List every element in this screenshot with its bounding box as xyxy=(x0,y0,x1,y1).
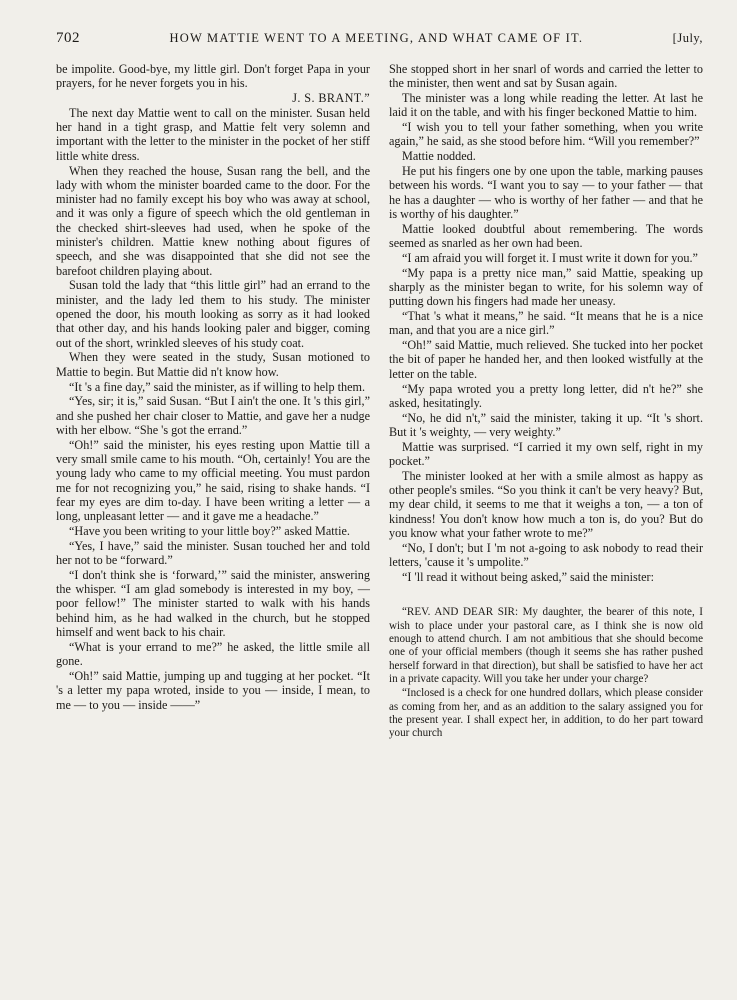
paragraph: When they were seated in the study, Susan motioned to Mattie to begin. But Mattie did n't know how. xyxy=(56,350,370,379)
paragraph: “My papa wroted you a pretty long letter, did n't he?” she asked, hesitatingly. xyxy=(389,381,703,410)
paragraph: “That 's what it means,” he said. “It means that he is a nice man, and that you are a nice girl.” xyxy=(389,309,703,338)
paragraph: The next day Mattie went to call on the minister. Susan held her hand in a tight grasp, and Mattie felt very solemn and important with the letter to the minister in the pocket of her stiff little white dress. xyxy=(56,105,370,163)
paragraph: She stopped short in her snarl of words and carried the letter to the minister, then went and sat by Susan again. xyxy=(389,62,703,91)
letter-paragraph: “Inclosed is a check for one hundred dollars, which please consider as coming from her, and as an addition to the salary assigned you for the present year. I shall expect her, in addition, to do her part toward your church xyxy=(389,687,703,740)
paragraph: “My papa is a pretty nice man,” said Mattie, speaking up sharply as the minister began to write, for his solemn way of putting down his fingers had made her uneasy. xyxy=(389,265,703,309)
text-columns xyxy=(56,62,703,990)
paragraph: Susan told the lady that “this little girl” had an errand to the minister, and the lady led them to his study. The minister opened the door, his mouth looking as sorry as it had looked that other day, and his hands looking paler and bigger, coming out of the short, wrinkled sleeves of his study coat. xyxy=(56,278,370,350)
paragraph: “Oh!” said the minister, his eyes resting upon Mattie till a very small smile came to his mouth. “Oh, certainly! You are the young lady who came to my official meeting. You must pardon me for not recognizing you,” he said, rising to shake hands. “I fear my eyes are dim to-day. I have been writing a letter — a long, unpleasant letter — and it gave me a headache.” xyxy=(56,437,370,524)
paragraph: “I 'll read it without being asked,” said the minister: xyxy=(402,569,654,584)
paragraph: When they reached the house, Susan rang the bell, and the lady with whom the minister boarded came to the door. For the minister had no family except his boy who was away at school, and it was only a figure of speech which the old gentleman in the checked shirt-sleeves had used, when he spoke of the minister's children. Mattie knew nothing about figures of speech, and she was disappointed that she did not see the barefoot children playing about. xyxy=(56,163,370,278)
right-column xyxy=(389,62,703,990)
paragraph: Mattie looked doubtful about remembering. The words seemed as snarled as her own had been. xyxy=(389,221,703,251)
running-header xyxy=(56,30,703,54)
paragraph: “Yes, I have,” said the minister. Susan touched her and told her not to be “forward.” xyxy=(56,538,370,568)
paragraph: “I am afraid you will forget it. I must write it down for you.” xyxy=(402,250,698,265)
issue-month: [July, xyxy=(672,31,703,45)
paragraph: “No, he did n't,” said the minister, taking it up. “It 's short. But it 's weighty, — very weighty.” xyxy=(389,410,703,439)
letter-signature: J. S. BRANT.” xyxy=(292,91,370,106)
paragraph: “Oh!” said Mattie, jumping up and tugging at her pocket. “It 's a letter my papa wroted, inside to you — inside, I mean, to me — to you — inside ——” xyxy=(56,668,370,712)
paragraph: “What is your errand to me?” he asked, the little smile all gone. xyxy=(56,639,370,669)
running-title: HOW MATTIE WENT TO A MEETING, AND WHAT CAME OF IT. xyxy=(169,31,584,45)
paragraph: Mattie nodded. xyxy=(402,149,476,164)
paragraph: “Oh!” said Mattie, much relieved. She tucked into her pocket the bit of paper he handed her, and then looked wistfully at the letter on the table. xyxy=(389,338,703,381)
paragraph: “I don't think she is ‘forward,’” said the minister, answering the whisper. “I am glad somebody is interested in my boy, — poor fellow!” The minister started to walk with his hands behind him, as he had walked in the church, but he stopped himself and went back to his chair. xyxy=(56,567,370,640)
letter-paragraph: “REV. AND DEAR SIR: My daughter, the bearer of this note, I wish to place under your pastoral care, as I think she is now old enough to attend church. I am not ambitious that she should become one of your official members (though it seems she has rather pushed herself forward in that direction), but shall be satisfied to have her act in a private capacity. Will you take her under your charge? xyxy=(389,606,703,686)
paragraph: “I wish you to tell your father something, when you write again,” he said, as she stood before him. “Will you remember?” xyxy=(389,120,703,149)
paragraph: be impolite. Good-bye, my little girl. Don't forget Papa in your prayers, for he never forgets you in his. xyxy=(56,62,370,91)
paragraph: The minister was a long while reading the letter. At last he laid it on the table, and with his finger beckoned Mattie to him. xyxy=(389,91,703,120)
paragraph: The minister looked at her with a smile almost as happy as other people's smiles. “So you think it can't be very heavy? But, my dear child, it seems to me that it weighs a ton, — a ton of kindness! You don't know how much a ton is, do you? But do you know what your father wrote to me?” xyxy=(389,468,703,540)
paragraph: “It 's a fine day,” said the minister, as if willing to help them. xyxy=(69,379,366,394)
paragraph: Mattie was surprised. “I carried it my own self, right in my pocket.” xyxy=(389,439,703,469)
paragraph: He put his fingers one by one upon the table, marking pauses between his words. “I want you to say — to your father — that he has a daughter — who is worthy of her father — and that he is worthy of his daughter.” xyxy=(389,164,703,221)
paragraph: “No, I don't; but I 'm not a-going to ask nobody to read their letters, 'cause it 's umpolite.” xyxy=(389,540,703,570)
quoted-letter xyxy=(389,606,703,741)
paragraph: “Yes, sir; it is,” said Susan. “But I ain't the one. It 's this girl,” and she pushed her chair closer to Mattie, and gave her a nudge with her elbow. “She 's got the errand.” xyxy=(56,394,370,437)
page-number: 702 xyxy=(56,30,80,46)
paragraph: “Have you been writing to your little boy?” asked Mattie. xyxy=(69,524,350,538)
left-column xyxy=(56,62,370,990)
